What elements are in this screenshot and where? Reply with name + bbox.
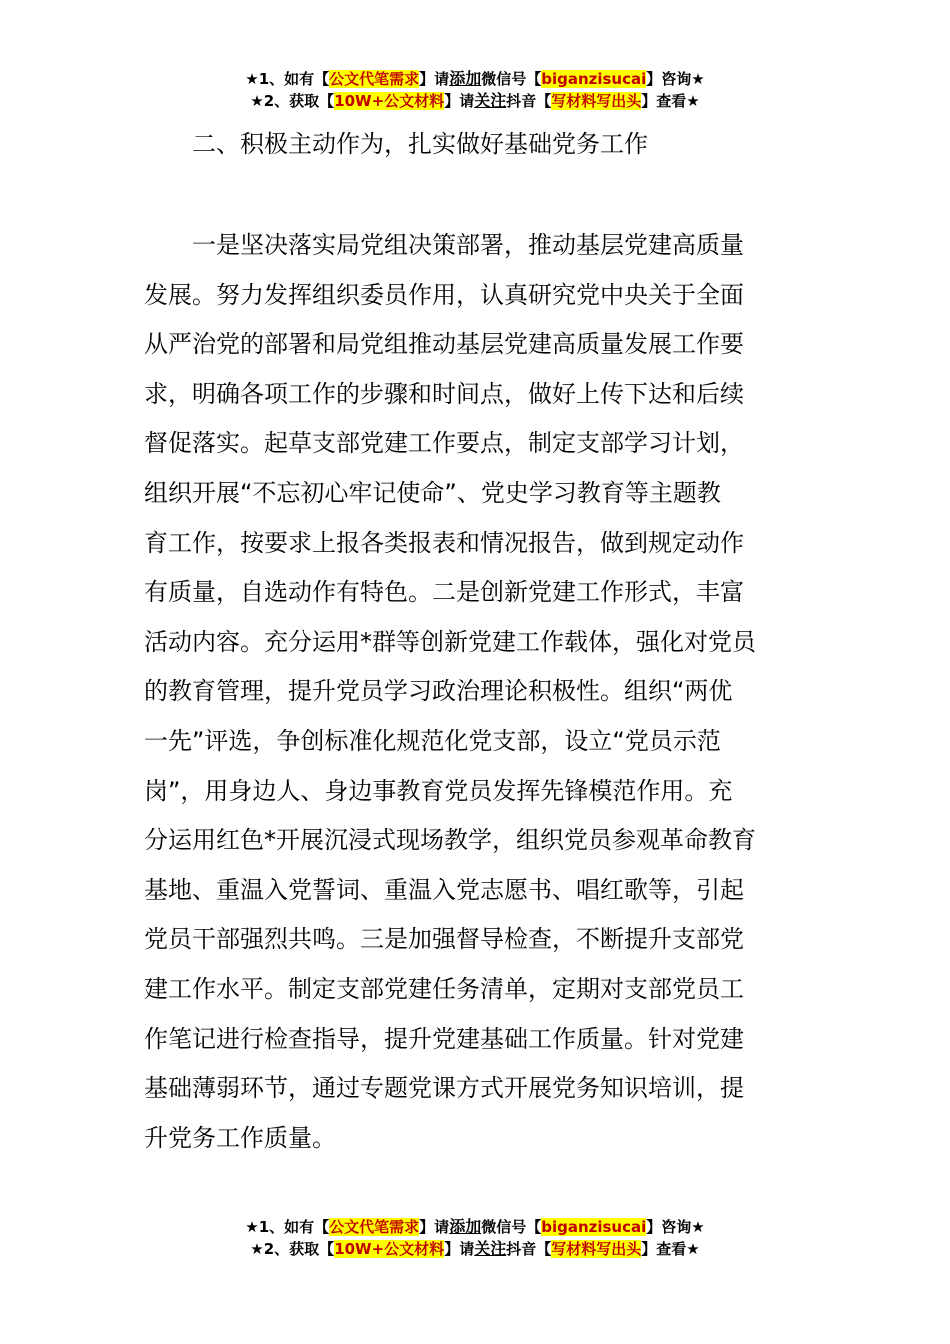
body-line: 基础薄弱环节，通过专题党课方式开展党务知识培训，提 bbox=[144, 1074, 744, 1103]
promo-text: 抖音【 bbox=[506, 92, 552, 110]
promo-underline: 添加 bbox=[449, 69, 482, 88]
body-line: 岗”，用身边人、身边事教育党员发挥先锋模范作用。充 bbox=[144, 776, 733, 805]
section-heading: 二、积极主动作为，扎实做好基础党务工作 bbox=[192, 130, 648, 158]
promo-text: 】请 bbox=[444, 1240, 475, 1258]
body-line: 党员干部强烈共鸣。三是加强督导检查，不断提升支部党 bbox=[144, 925, 744, 954]
body-line: 组织开展“不忘初心牢记使命”、党史学习教育等主题教 bbox=[144, 478, 721, 507]
promo-highlight: 公文代笔需求 bbox=[329, 1218, 420, 1236]
promo-underline: 关注 bbox=[474, 91, 507, 110]
body-line: 育工作，按要求上报各类报表和情况报告，做到规定动作 bbox=[144, 528, 744, 557]
promo-highlight: 公文代笔需求 bbox=[329, 70, 420, 88]
body-line: 作笔记进行检查指导，提升党建基础工作质量。针对党建 bbox=[144, 1024, 744, 1053]
body-line: 基地、重温入党誓词、重温入党志愿书、唱红歌等，引起 bbox=[144, 875, 744, 904]
promo-text: 】咨询★ bbox=[646, 70, 705, 88]
promo-text: 】请 bbox=[419, 70, 450, 88]
promo-text: 】查看★ bbox=[641, 92, 700, 110]
promo-text: ★1、如有【 bbox=[245, 70, 330, 88]
body-line: 督促落实。起草支部党建工作要点，制定支部学习计划， bbox=[144, 429, 744, 458]
body-line: 一是坚决落实局党组决策部署，推动基层党建高质量 bbox=[144, 231, 744, 259]
promo-banner-top bbox=[0, 68, 950, 112]
body-line: 求，明确各项工作的步骤和时间点，做好上传下达和后续 bbox=[144, 379, 744, 408]
promo-line-2 bbox=[0, 90, 950, 112]
promo-highlight: 10W+公文材料 bbox=[334, 92, 445, 110]
promo-highlight: biganzisucai bbox=[541, 1218, 647, 1236]
promo-line-1 bbox=[0, 1216, 950, 1238]
promo-text: 】请 bbox=[444, 92, 475, 110]
promo-text: 微信号【 bbox=[481, 1218, 542, 1236]
promo-underline: 关注 bbox=[474, 1239, 507, 1258]
promo-text: 抖音【 bbox=[506, 1240, 552, 1258]
body-line: 的教育管理，提升党员学习政治理论积极性。组织“两优 bbox=[144, 677, 733, 706]
promo-line-1 bbox=[0, 68, 950, 90]
promo-text: ★1、如有【 bbox=[245, 1218, 330, 1236]
promo-highlight: biganzisucai bbox=[541, 70, 647, 88]
body-line: 发展。努力发挥组织委员作用，认真研究党中央关于全面 bbox=[144, 280, 744, 309]
body-line: 活动内容。充分运用*群等创新党建工作载体，强化对党员 bbox=[144, 627, 756, 656]
promo-text: 】查看★ bbox=[641, 1240, 700, 1258]
promo-text: ★2、获取【 bbox=[250, 92, 335, 110]
promo-text: 】咨询★ bbox=[646, 1218, 705, 1236]
body-line: 从严治党的部署和局党组推动基层党建高质量发展工作要 bbox=[144, 330, 744, 359]
promo-banner-bottom bbox=[0, 1216, 950, 1260]
body-paragraph bbox=[144, 221, 808, 1163]
promo-highlight: 写材料写出头 bbox=[551, 92, 642, 110]
body-line: 有质量，自选动作有特色。二是创新党建工作形式，丰富 bbox=[144, 578, 744, 607]
body-line: 分运用红色*开展沉浸式现场教学，组织党员参观革命教育 bbox=[144, 826, 756, 855]
promo-highlight: 写材料写出头 bbox=[551, 1240, 642, 1258]
body-line: 一先”评选，争创标准化规范化党支部，设立“党员示范 bbox=[144, 726, 721, 755]
body-line: 建工作水平。制定支部党建任务清单，定期对支部党员工 bbox=[144, 974, 744, 1003]
promo-text: ★2、获取【 bbox=[250, 1240, 335, 1258]
body-line: 升党务工作质量。 bbox=[144, 1123, 336, 1152]
promo-text: 】请 bbox=[419, 1218, 450, 1236]
promo-text: 微信号【 bbox=[481, 70, 542, 88]
promo-highlight: 10W+公文材料 bbox=[334, 1240, 445, 1258]
promo-line-2 bbox=[0, 1238, 950, 1260]
promo-underline: 添加 bbox=[449, 1217, 482, 1236]
